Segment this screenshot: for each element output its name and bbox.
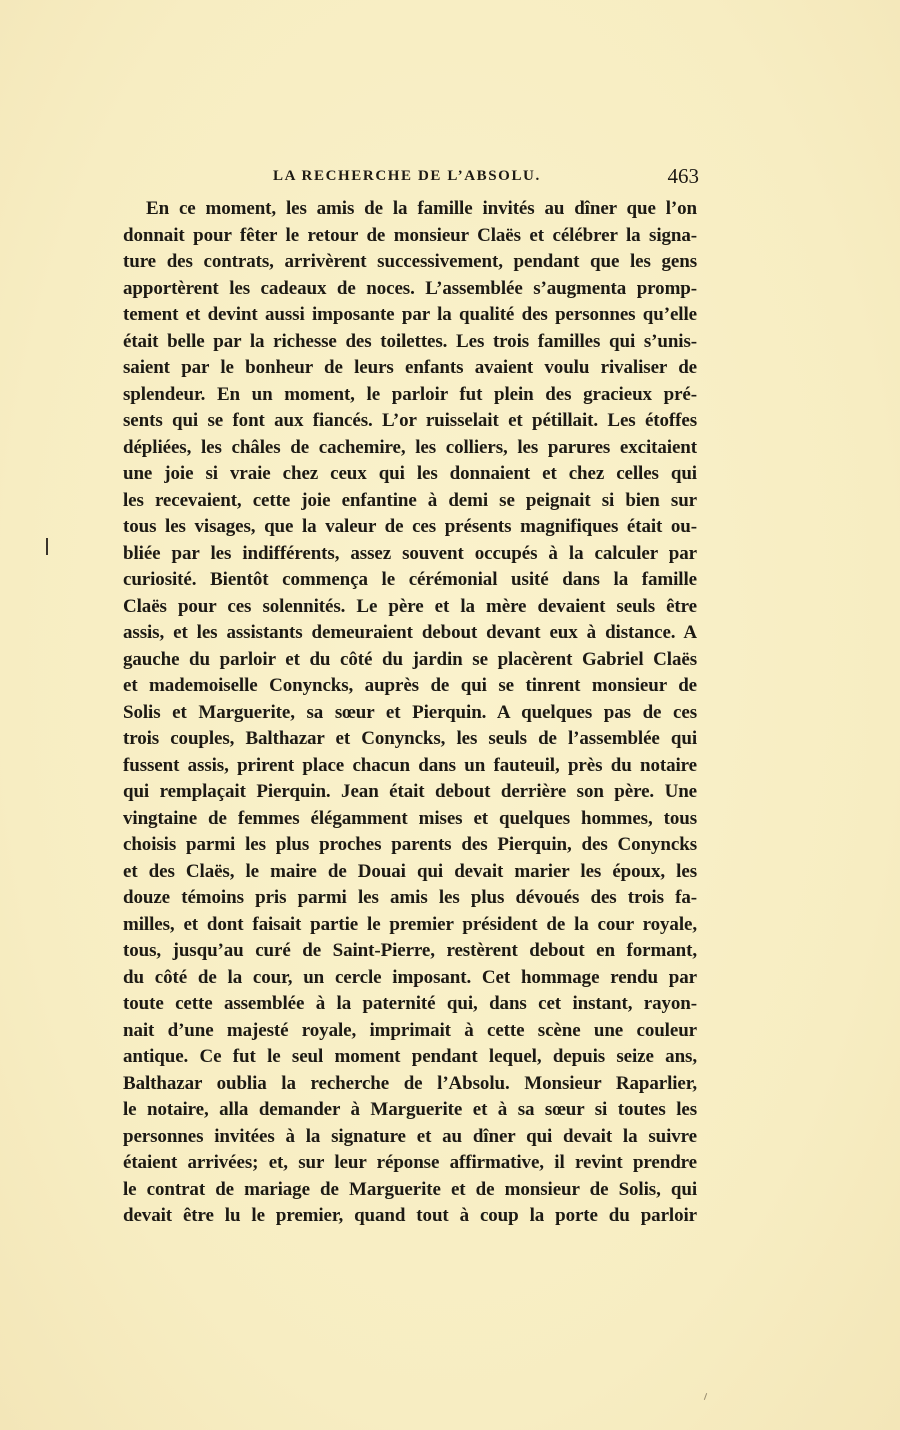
text-line: fussent assis, prirent place chacun dans un fauteuil, près du notaire bbox=[123, 754, 697, 776]
text-line: une joie si vraie chez ceux qui les donnaient et chez celles qui bbox=[123, 463, 697, 484]
text-line: Balthazar oublia la recherche de l’Absolu. Monsieur Raparlier, bbox=[123, 1072, 697, 1094]
text-line: était belle par la richesse des toilettes. Les trois familles qui s’unis- bbox=[123, 330, 697, 352]
text-line: bliée par les indifférents, assez souvent occupés à la calculer par bbox=[123, 542, 697, 564]
text-line: et mademoiselle Conyncks, auprès de qui se tinrent monsieur de bbox=[123, 675, 697, 696]
text-line: milles, et dont faisait partie le premier président de la cour royale, bbox=[123, 913, 697, 935]
text-line: toute cette assemblée à la paternité qui, dans cet instant, rayon- bbox=[123, 993, 697, 1014]
text-line: Solis et Marguerite, sa sœur et Pierquin. A quelques pas de ces bbox=[123, 701, 697, 723]
text-line: splendeur. En un moment, le parloir fut plein des gracieux pré- bbox=[123, 383, 697, 405]
text-line: qui remplaçait Pierquin. Jean était debout derrière son père. Une bbox=[123, 781, 697, 802]
text-line: curiosité. Bientôt commença le cérémonial usité dans la famille bbox=[123, 569, 697, 590]
text-line: vingtaine de femmes élégamment mises et quelques hommes, tous bbox=[123, 807, 697, 829]
body-text bbox=[123, 196, 697, 1230]
margin-mark bbox=[46, 538, 48, 555]
text-line: personnes invitées à la signature et au dîner qui devait la suivre bbox=[123, 1125, 697, 1147]
running-title: LA RECHERCHE DE L’ABSOLU. bbox=[273, 168, 541, 184]
running-header bbox=[123, 164, 697, 190]
text-line: gauche du parloir et du côté du jardin se placèrent Gabriel Claës bbox=[123, 648, 697, 670]
text-line: et des Claës, le maire de Douai qui devait marier les époux, les bbox=[123, 860, 697, 882]
text-line: donnait pour fêter le retour de monsieur Claës et célébrer la signa- bbox=[123, 224, 697, 246]
text-line: sents qui se font aux fiancés. L’or ruisselait et pétillait. Les étoffes bbox=[123, 410, 697, 431]
text-line: dépliées, les châles de cachemire, les colliers, les parures excitaient bbox=[123, 436, 697, 458]
text-line: trois couples, Balthazar et Conyncks, les seuls de l’assemblée qui bbox=[123, 728, 697, 749]
text-line: Claës pour ces solennités. Le père et la mère devaient seuls être bbox=[123, 595, 697, 617]
text-line: étaient arrivées; et, sur leur réponse affirmative, il revint prendre bbox=[123, 1152, 697, 1173]
text-line: le contrat de mariage de Marguerite et de monsieur de Solis, qui bbox=[123, 1178, 697, 1200]
text-line: douze témoins pris parmi les amis les plus dévoués des trois fa- bbox=[123, 887, 697, 908]
text-line: En ce moment, les amis de la famille invités au dîner que l’on bbox=[146, 198, 697, 219]
text-line: choisis parmi les plus proches parents des Pierquin, des Conyncks bbox=[123, 834, 697, 855]
text-line: devait être lu le premier, quand tout à coup la porte du parloir bbox=[123, 1205, 697, 1226]
text-line: les recevaient, cette joie enfantine à demi se peignait si bien sur bbox=[123, 489, 697, 511]
text-line: du côté de la cour, un cercle imposant. Cet hommage rendu par bbox=[123, 966, 697, 988]
text-line: le notaire, alla demander à Marguerite et à sa sœur si toutes les bbox=[123, 1099, 697, 1120]
text-line: antique. Ce fut le seul moment pendant lequel, depuis seize ans, bbox=[123, 1046, 697, 1067]
text-line: tement et devint aussi imposante par la qualité des personnes qu’elle bbox=[123, 304, 697, 325]
text-line: assis, et les assistants demeuraient debout devant eux à distance. A bbox=[123, 622, 697, 643]
text-line: saient par le bonheur de leurs enfants avaient voulu rivaliser de bbox=[123, 357, 697, 378]
page-number: 463 bbox=[667, 164, 699, 188]
text-line: apportèrent les cadeaux de noces. L’assemblée s’augmenta promp- bbox=[123, 277, 697, 299]
text-line: tous, jusqu’au curé de Saint-Pierre, restèrent debout en formant, bbox=[123, 940, 697, 961]
text-line: tous les visages, que la valeur de ces présents magnifiques était ou- bbox=[123, 516, 697, 537]
paper-speck bbox=[704, 1393, 707, 1400]
text-line: nait d’une majesté royale, imprimait à cette scène une couleur bbox=[123, 1019, 697, 1041]
text-line: ture des contrats, arrivèrent successivement, pendant que les gens bbox=[123, 251, 697, 272]
